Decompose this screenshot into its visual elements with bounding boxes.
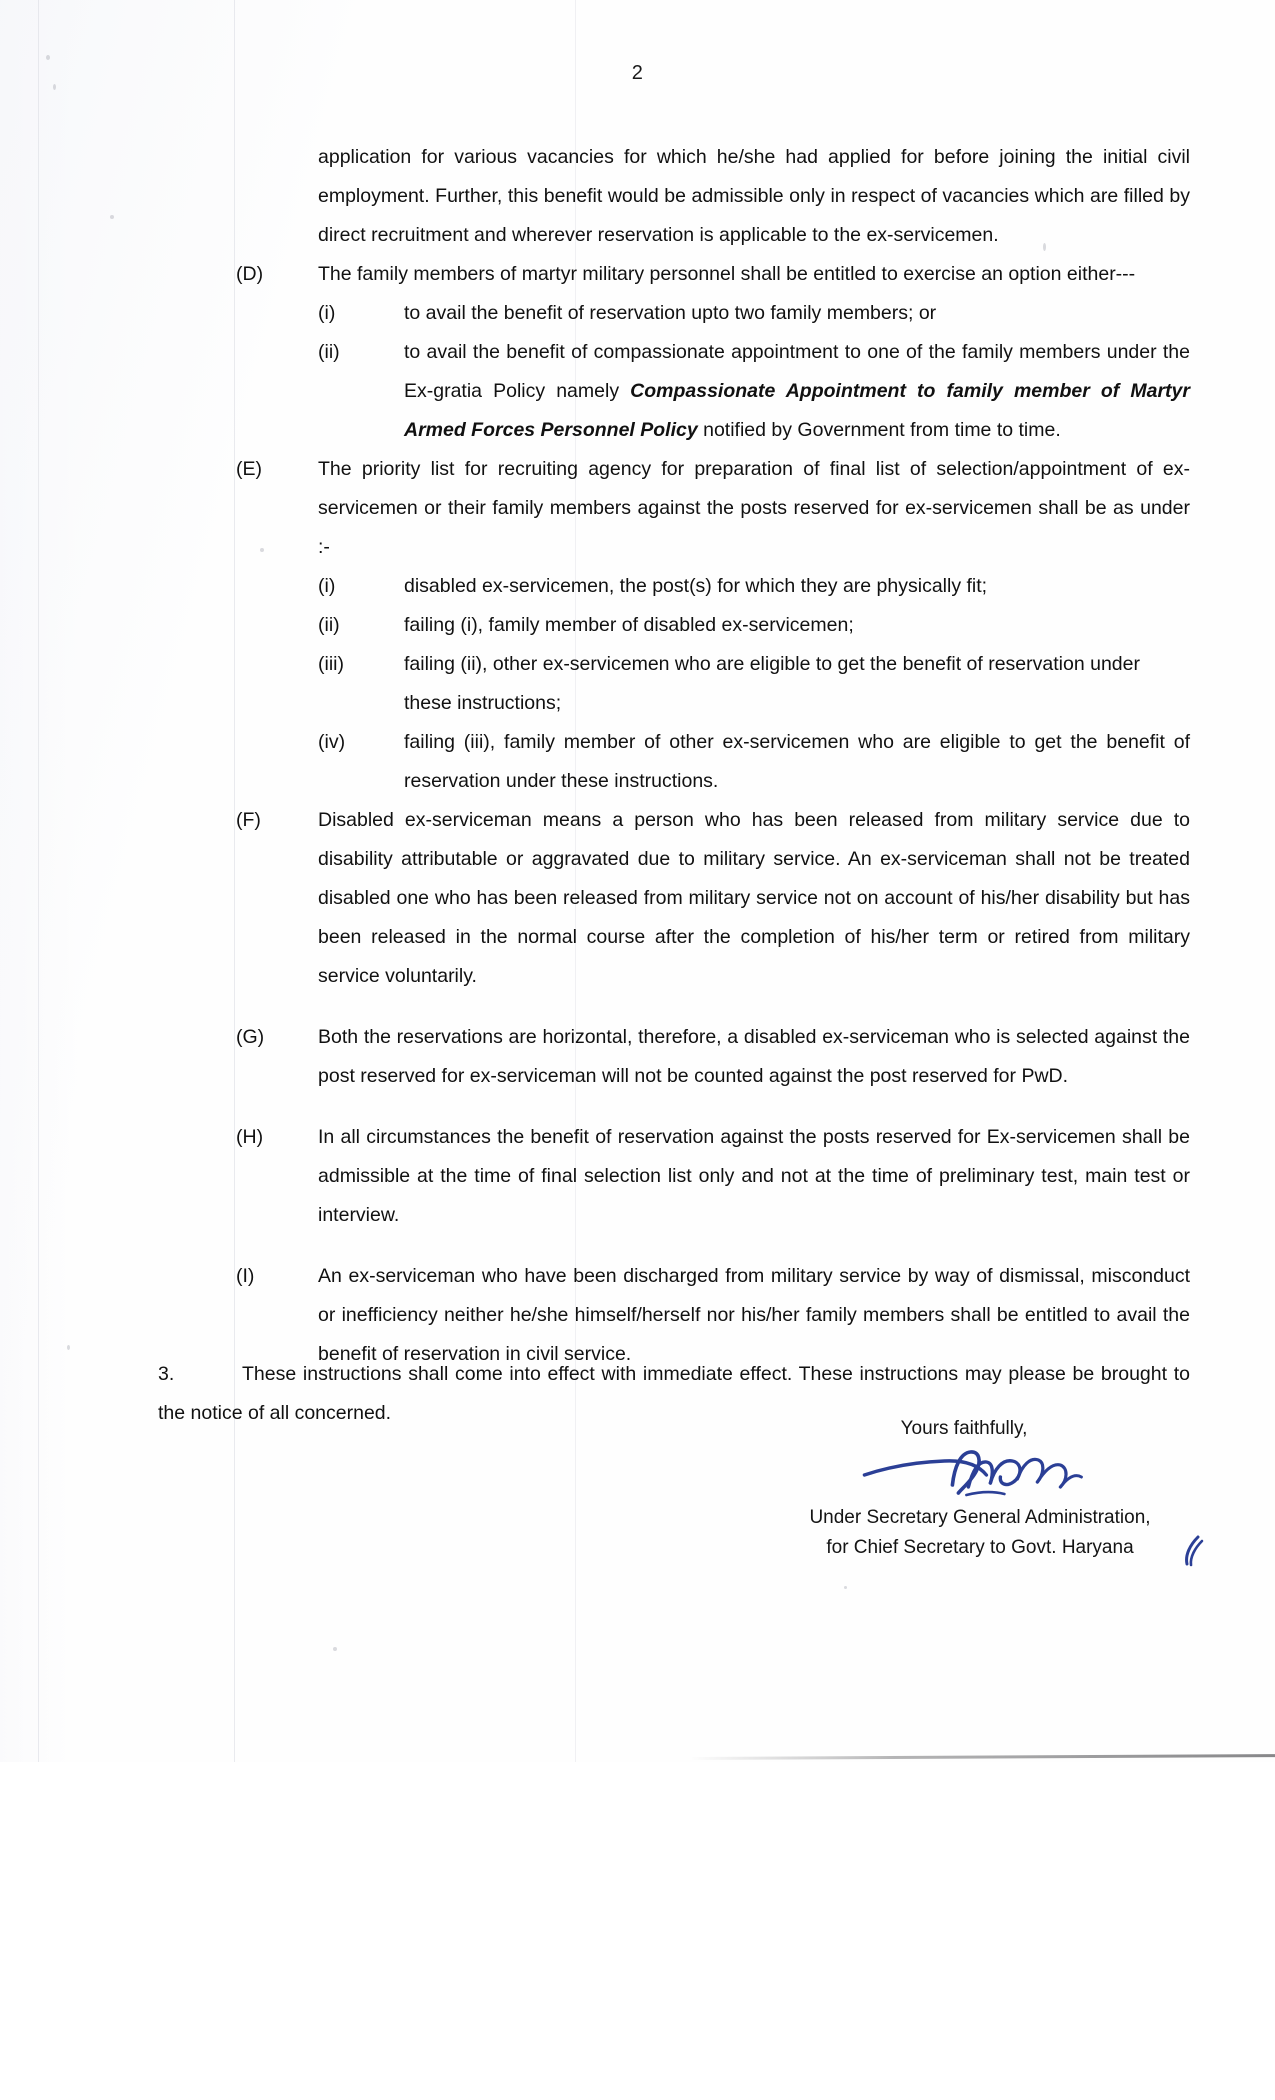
clause-H: [236, 1118, 1190, 1235]
clause-D-item-i: [318, 294, 1190, 333]
clause-spacer: [236, 1235, 1190, 1257]
clause-D-item-i-label: (i): [318, 302, 336, 324]
signature-salutation: Yours faithfully,: [900, 1418, 1028, 1439]
clause-E: [236, 450, 1190, 567]
clause-F: [236, 801, 1190, 996]
clause-D-item-ii-text-before: to avail the benefit of compassionate appointment to one of the family members under the Ex-gratia Policy namely: [404, 341, 1190, 402]
clause-D: [236, 255, 1190, 294]
signatory-designation-line-1: Under Secretary General Administration,: [809, 1507, 1151, 1528]
clause-D-item-i-text: to avail the benefit of reservation upto two family members; or: [404, 302, 937, 324]
document-body: [236, 138, 1190, 1374]
clause-E-item-i: [318, 567, 1190, 606]
continuation-paragraph: application for various vacancies for which he/she had applied for before joining the initial civil employment. Further, this benefit would be admissible only in respect of vacancies which are filled by direct recruitment and wherever reservation is applicable to the ex-servicemen.: [318, 146, 1190, 246]
clause-H-text: In all circumstances the benefit of reservation against the posts reserved for Ex-servicemen shall be admissible at the time of final selection list only and not at the time of preliminary test, main test or interview.: [318, 1126, 1190, 1226]
clause-D-item-ii: [318, 333, 1190, 450]
clause-E-item-iii: [318, 645, 1190, 723]
page-margin-below: [0, 1762, 1275, 2100]
clause-E-item-iii-label: (iii): [318, 653, 344, 675]
clause-I-text: An ex-serviceman who have been discharged from military service by way of dismissal, misconduct or inefficiency neither he/she himself/herself nor his/her family members shall be entitled to avail the benefit of reservation in civil service.: [318, 1265, 1190, 1365]
clause-I-label: (I): [236, 1265, 255, 1287]
clause-D-label: (D): [236, 263, 264, 285]
clause-E-item-iii-text: failing (ii), other ex-servicemen who are eligible to get the benefit of reservation under these instructions;: [404, 653, 1140, 714]
clause-spacer: [236, 1096, 1190, 1118]
clause-E-sub-list: [318, 567, 1190, 801]
clause-D-item-ii-label: (ii): [318, 341, 340, 363]
clause-E-item-i-label: (i): [318, 575, 336, 597]
clause-G: [236, 1018, 1190, 1096]
clause-E-item-ii-text: failing (i), family member of disabled ex-servicemen;: [404, 614, 854, 636]
clause-E-label: (E): [236, 458, 262, 480]
closing-clause-number: 3.: [158, 1363, 175, 1385]
handwritten-signature: [760, 1445, 1200, 1503]
clause-D-sub-list: [318, 294, 1190, 450]
clause-D-item-ii-text: [404, 333, 1190, 450]
signatory-designation-line-2: [760, 1533, 1200, 1563]
clause-G-label: (G): [236, 1026, 265, 1048]
clause-E-item-i-text: disabled ex-servicemen, the post(s) for which they are physically fit;: [404, 575, 988, 597]
clause-G-text: Both the reservations are horizontal, therefore, a disabled ex-serviceman who is selected against the post reserved for ex-serviceman will not be counted against the post reserved for PwD.: [318, 1026, 1190, 1087]
clause-E-text: The priority list for recruiting agency for preparation of final list of selection/appointment of ex-servicemen or their family members against the posts reserved for ex-servicemen shall be as under :-: [318, 458, 1190, 558]
signatory-designation-line-2-text: for Chief Secretary to Govt. Haryana: [826, 1537, 1134, 1558]
clause-spacer: [236, 996, 1190, 1018]
clause-F-text: Disabled ex-serviceman means a person who has been released from military service due to disability attributable or aggravated due to military service. An ex-serviceman shall not be treated disabled one who has been released from military service not on account of his/her disability but has been released in the normal course after the completion of his/her term or retired from military service voluntarily.: [318, 809, 1190, 987]
page-number: 2: [631, 62, 644, 84]
signature-block: [760, 1415, 1200, 1563]
clause-E-item-iv-label: (iv): [318, 731, 346, 753]
clause-E-item-ii: [318, 606, 1190, 645]
clause-E-item-ii-label: (ii): [318, 614, 340, 636]
clause-D-text: The family members of martyr military personnel shall be entitled to exercise an option either---: [318, 263, 1136, 285]
clause-F-label: (F): [236, 809, 261, 831]
closing-clause-text: These instructions shall come into effect with immediate effect. These instructions may please be brought to the notice of all concerned.: [158, 1363, 1190, 1424]
clause-H-label: (H): [236, 1126, 264, 1148]
signature-flourish-mark: [1180, 1535, 1206, 1577]
clause-E-item-iv: [318, 723, 1190, 801]
clause-D-item-ii-text-after: notified by Government from time to time.: [697, 419, 1061, 441]
clause-E-item-iv-text: failing (iii), family member of other ex-servicemen who are eligible to get the benefit of reservation under these instructions.: [404, 731, 1190, 792]
policy-name-emphasis: Compassionate Appointment to family member of Martyr Armed Forces Personnel Policy: [404, 380, 1190, 441]
